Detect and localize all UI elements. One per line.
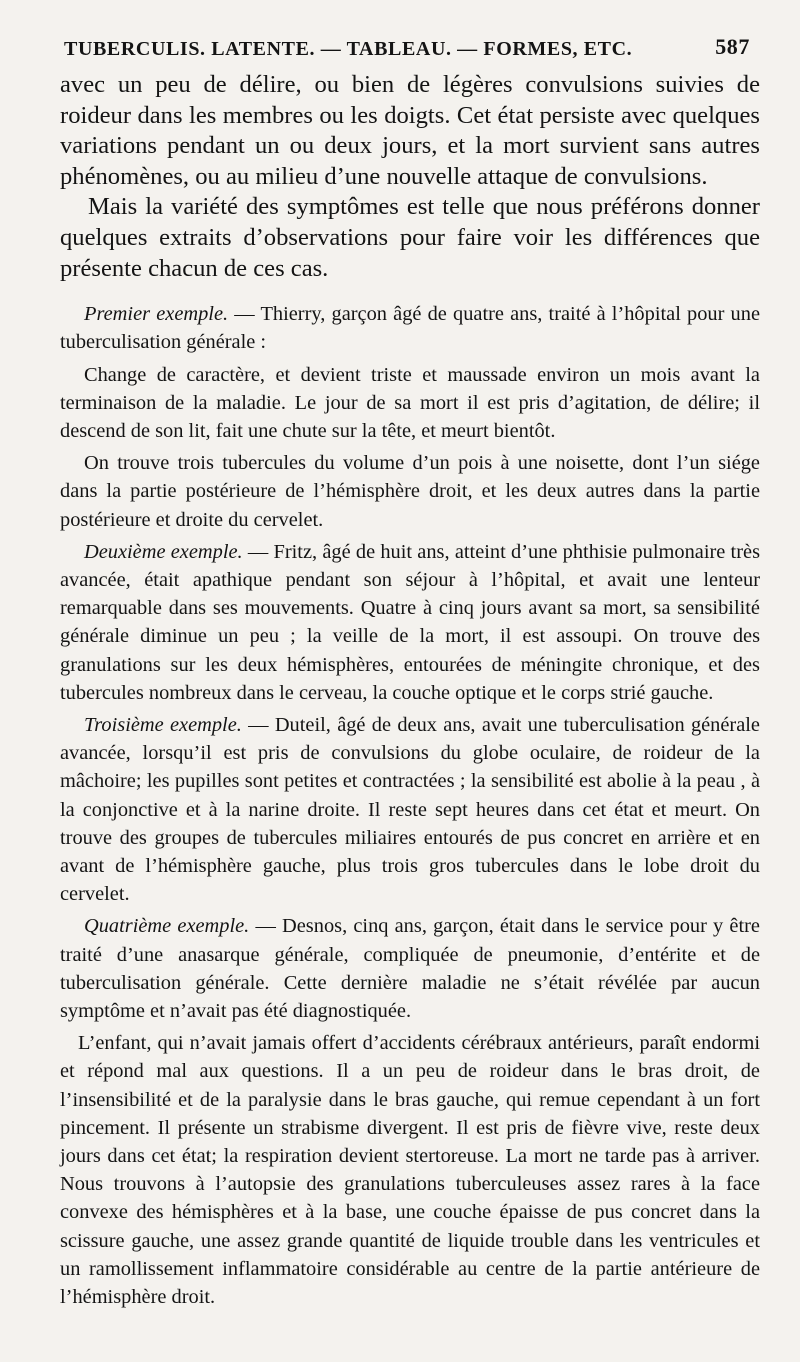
running-title: TUBERCULIS. LATENTE. — TABLEAU. — FORMES, ETC.: [64, 38, 633, 60]
example-3-text: — Duteil, âgé de deux ans, avait une tuberculisation générale avancée, lorsqu’il est pris de convulsions du globe oculaire, de roideur de la mâchoire; les pupilles sont petites et contractées ; la sensibilité est abolie à la peau , à la conjonctive et à la narine droite. Il reste sept heures dans cet état et meurt. On trouve des groupes de tubercules miliaires entourés de pus concret en arrière et en avant de l’hémisphère gauche, plus trois gros tubercules dans le lobe droit du cervelet.: [60, 714, 760, 906]
lead-paragraph-1: avec un peu de délire, ou bien de légères convulsions suivies de roideur dans les membres ou les doigts. Cet état persiste avec quelques variations pendant un ou deux jours, et la mort survient sans autres phénomènes, ou au milieu d’une nouvelle attaque de convulsions.: [60, 71, 760, 190]
example-3-label: Troisième exemple.: [84, 714, 242, 736]
example-1-intro: [60, 300, 760, 356]
example-2-text: — Fritz, âgé de huit ans, atteint d’une phthisie pulmonaire très avancée, était apathique pendant son séjour à l’hôpital, et avait une lenteur remarquable dans ses mouvements. Quatre à cinq jours avant sa mort, sa sensibilité générale diminue un peu ; la veille de la mort, il est assoupi. On trouve des granulations sur les deux hémisphères, entourées de méningite chronique, et des tubercules nombreux dans le cerveau, la couche optique et le corps strié gauche.: [60, 540, 760, 704]
example-2: [60, 538, 760, 707]
example-1-paragraph-3: On trouve trois tubercules du volume d’un pois à une noisette, dont l’un siége dans la partie postérieure de l’hémisphère droit, et les deux autres dans la partie postérieure et droite du cervelet.: [60, 452, 760, 531]
lead-paragraph-2: Mais la variété des symptômes est telle que nous préférons donner quelques extraits d’observations pour faire voir les différences que présente chacun de ces cas.: [60, 193, 760, 282]
example-1-paragraph-2: Change de caractère, et devient triste et maussade environ un mois avant la terminaison de la maladie. Le jour de sa mort il est pris d’agitation, de délire; il descend de son lit, fait une chute sur la tête, et meurt bientôt.: [60, 363, 760, 442]
examples-section: [60, 300, 760, 1311]
page-number: 587: [715, 34, 750, 59]
main-text: [60, 70, 760, 284]
example-4: [60, 912, 760, 1025]
example-4-label: Quatrième exemple.: [84, 915, 250, 938]
example-1-intro-text: — Thierry, garçon âgé de quatre ans, traité à l’hôpital pour une tuberculisation générale :: [60, 303, 760, 354]
example-4-text: — Desnos, cinq ans, garçon, était dans le service pour y être traité d’une anasarque générale, compliquée de pneumonie, d’entérite et de tuberculisation générale. Cette dernière maladie ne s’était révélée par aucun symptôme et n’avait pas été diagnostiquée.: [60, 915, 760, 1023]
example-2-label: Deuxième exemple.: [84, 540, 243, 563]
example-3: [60, 711, 760, 908]
example-4-paragraph-2: L’enfant, qui n’avait jamais offert d’accidents cérébraux antérieurs, paraît endormi et répond mal aux questions. Il a un peu de roideur dans le bras droit, de l’insensibilité et de la paralysie dans le bras gauche, qui remue cependant à un fort pincement. Il présente un strabisme divergent. Il est pris de fièvre vive, reste deux jours dans cet état; la respiration devient stertoreuse. La mort ne tarde pas à arriver. Nous trouvons à l’autopsie des granulations tuberculeuses assez rares à la face convexe des hémisphères et à la base, une couche épaisse de pus concret dans la scissure gauche, une assez grande quantité de liquide trouble dans les ventricules et un ramollissement inflammatoire considérable au centre de la partie antérieure de l’hémisphère droit.: [60, 1032, 760, 1309]
example-1-label: Premier exemple.: [84, 303, 229, 326]
running-head: [60, 34, 760, 70]
